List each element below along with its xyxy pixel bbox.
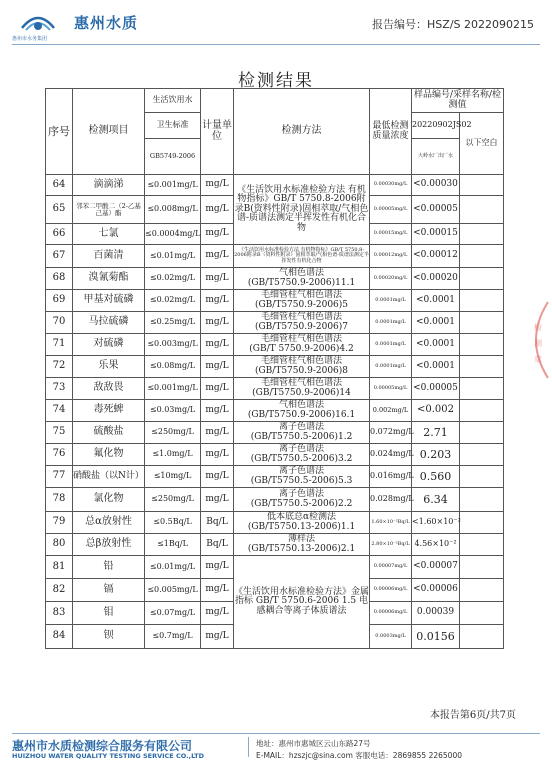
row-unit: mg/L [201, 400, 234, 422]
blank-cell [460, 534, 504, 556]
row-std: ≤0.02mg/L [145, 268, 201, 290]
row-value: 0.0156 [412, 625, 460, 649]
method-cell [234, 512, 370, 534]
col-seq: 序号 [46, 89, 73, 175]
table-row [46, 290, 504, 312]
table-row [46, 488, 504, 512]
row-item: 百菌清 [73, 245, 145, 268]
row-std: ≤0.01mg/L [145, 245, 201, 268]
method-name: 低本底总α检测法 [266, 512, 337, 523]
table-row [46, 356, 504, 378]
row-value: 0.00039 [412, 602, 460, 625]
sample-name: 大岭水厂出厂水 [412, 139, 460, 175]
blank-cell [460, 196, 504, 224]
method-name: 毛细管柱气相色谱法 [260, 312, 342, 323]
table-row [46, 556, 504, 579]
method-name: 毛细管柱气相色谱法 [260, 334, 342, 345]
row-value: <0.00006 [412, 579, 460, 602]
row-lod: 0.016mg/L [370, 466, 412, 488]
method-code: (GB/T5750.9-2006)8 [254, 365, 349, 376]
row-item: 溴氰菊酯 [73, 268, 145, 290]
method-cell [234, 312, 370, 334]
row-lod: 0.00006mg/L [370, 602, 412, 625]
method-name: 气相色谱法 [278, 400, 324, 411]
method-cell [234, 400, 370, 422]
method-cell [234, 378, 370, 400]
col-item: 检测项目 [73, 89, 145, 175]
blank-cell [460, 175, 504, 196]
row-value: <0.0001 [412, 356, 460, 378]
row-std: ≤0.08mg/L [145, 356, 201, 378]
row-lod: 0.00012mg/L [370, 245, 412, 268]
company-address: 地址：惠州市惠城区云山东路27号 [256, 739, 371, 748]
row-value: <0.0001 [412, 290, 460, 312]
page-indicator: 本报告第6页/共7页 [429, 710, 516, 721]
row-no: 64 [46, 175, 73, 196]
row-unit: mg/L [201, 334, 234, 356]
table-row [46, 512, 504, 534]
row-item: 滴滴涕 [73, 175, 145, 196]
row-lod: 0.00005mg/L [370, 378, 412, 400]
row-lod: 0.0001mg/L [370, 356, 412, 378]
row-unit: mg/L [201, 422, 234, 444]
row-lod: 0.028mg/L [370, 488, 412, 512]
row-lod: 0.072mg/L [370, 422, 412, 444]
blank-cell [460, 466, 504, 488]
row-item: 铅 [73, 556, 145, 579]
row-std: ≤1Bq/L [145, 534, 201, 556]
row-unit: Bq/L [201, 534, 234, 556]
row-std: ≤0.5Bq/L [145, 512, 201, 534]
col-std-top: 生活饮用水 [145, 89, 201, 113]
row-no: 80 [46, 534, 73, 556]
row-no: 82 [46, 579, 73, 602]
method-cell: 《生活饮用水标准检验方法》金属指标 GB/T 5750.6-2006 1.5 电感耦合等离子体质谱法 [234, 556, 370, 649]
method-name: 气相色谱法 [278, 268, 324, 279]
row-std: ≤0.01mg/L [145, 556, 201, 579]
row-value: <0.00012 [412, 245, 460, 268]
table-row [46, 378, 504, 400]
method-cell [234, 356, 370, 378]
row-item: 甲基对硫磷 [73, 290, 145, 312]
table-row [46, 268, 504, 290]
blank-cell [460, 625, 504, 649]
method-code: (GB/T5750.5-2006)2.2 [250, 498, 353, 509]
row-lod: 0.00006mg/L [370, 579, 412, 602]
row-value: <0.00005 [412, 378, 460, 400]
blank-cell [460, 356, 504, 378]
row-value: 2.71 [412, 422, 460, 444]
footer-divider [12, 733, 540, 734]
method-name: 离子色谱法 [278, 466, 324, 477]
row-lod: 0.00007mg/L [370, 556, 412, 579]
blank-cell [460, 400, 504, 422]
svg-text:章: 章 [534, 355, 542, 364]
row-no: 83 [46, 602, 73, 625]
table-row [46, 444, 504, 466]
blank-note: 以下空白 [460, 113, 504, 175]
row-item: 总α放射性 [73, 512, 145, 534]
row-no: 69 [46, 290, 73, 312]
row-unit: Bq/L [201, 512, 234, 534]
svg-text:测: 测 [534, 339, 542, 348]
row-unit: mg/L [201, 556, 234, 579]
row-value: <0.0001 [412, 312, 460, 334]
row-value: <0.00030 [412, 175, 460, 196]
footer-vertical-divider [248, 737, 249, 757]
method-code: (GB/T5750.9-2006)7 [254, 321, 349, 332]
method-name: 离子色谱法 [278, 422, 324, 433]
row-no: 65 [46, 196, 73, 224]
row-value: 0.203 [412, 444, 460, 466]
row-item: 敌敌畏 [73, 378, 145, 400]
method-cell [234, 334, 370, 356]
row-no: 71 [46, 334, 73, 356]
blank-cell [460, 378, 504, 400]
header-divider [12, 44, 540, 45]
row-lod: 0.002mg/L [370, 400, 412, 422]
col-method: 检测方法 [234, 89, 370, 175]
row-lod: 0.0001mg/L [370, 290, 412, 312]
blank-cell [460, 290, 504, 312]
method-name: 离子色谱法 [278, 489, 324, 500]
row-value: <0.0001 [412, 334, 460, 356]
row-item: 硝酸盐（以N计） [73, 466, 145, 488]
row-value: <0.00005 [412, 196, 460, 224]
row-no: 73 [46, 378, 73, 400]
table-row [46, 422, 504, 444]
row-lod: 0.00030mg/L [370, 175, 412, 196]
row-item: 七氯 [73, 224, 145, 245]
row-value: <0.00007 [412, 556, 460, 579]
method-cell: 《生活饮用水标准检验方法 有机物指标》GB/T 5750.8-2006附录B（资料性附录）固相萃取/气相色谱-质谱法测定半挥发性有机化合物 [234, 245, 370, 268]
row-no: 79 [46, 512, 73, 534]
table-row [46, 312, 504, 334]
row-no: 74 [46, 400, 73, 422]
results-table [45, 88, 504, 649]
blank-cell [460, 312, 504, 334]
report-number: 报告编号：HSZ/S 2022090215 [372, 18, 534, 31]
seal-stamp-icon [520, 300, 550, 380]
svg-text:检: 检 [534, 323, 542, 332]
row-std: ≤0.001mg/L [145, 175, 201, 196]
row-no: 66 [46, 224, 73, 245]
blank-cell [460, 268, 504, 290]
row-unit: mg/L [201, 290, 234, 312]
row-no: 76 [46, 444, 73, 466]
method-cell [234, 268, 370, 290]
table-row [46, 400, 504, 422]
row-unit: mg/L [201, 579, 234, 602]
method-code: (GB/T5750.9-2006)16.1 [247, 409, 356, 420]
row-no: 70 [46, 312, 73, 334]
method-cell [234, 488, 370, 512]
method-code: (GB/T5750.9-2006)5 [254, 299, 349, 310]
row-unit: mg/L [201, 175, 234, 196]
method-name: 毛细管柱气相色谱法 [260, 356, 342, 367]
blank-cell [460, 334, 504, 356]
blank-cell [460, 488, 504, 512]
table-row [46, 534, 504, 556]
method-name: 离子色谱法 [278, 444, 324, 455]
blank-cell [460, 422, 504, 444]
blank-cell [460, 444, 504, 466]
row-std: ≤10mg/L [145, 466, 201, 488]
row-no: 67 [46, 245, 73, 268]
method-code: (GB/T5750.9-2006)11.1 [247, 277, 356, 288]
row-value: <1.60×10⁻² [412, 512, 460, 534]
row-unit: mg/L [201, 224, 234, 245]
table-row [46, 334, 504, 356]
row-std: ≤0.7mg/L [145, 625, 201, 649]
row-unit: mg/L [201, 245, 234, 268]
row-unit: mg/L [201, 488, 234, 512]
row-item: 乐果 [73, 356, 145, 378]
method-code: (GB/T5750.13-2006)2.1 [247, 543, 356, 554]
row-no: 78 [46, 488, 73, 512]
water-drop-logo-icon [14, 6, 62, 36]
sample-id: 20220902JS02 [412, 113, 460, 139]
row-lod: 0.00015mg/L [370, 224, 412, 245]
row-item: 马拉硫磷 [73, 312, 145, 334]
method-code: (GB/T5750.5-2006)3.2 [250, 453, 353, 464]
company-contact: E-MAIL：hzszjc@sina.com 客服电话：2869855 2265000 [256, 751, 462, 760]
row-value: 4.56×10⁻² [412, 534, 460, 556]
blank-cell [460, 245, 504, 268]
table-row [46, 175, 504, 196]
blank-cell [460, 556, 504, 579]
row-std: ≤0.001mg/L [145, 378, 201, 400]
row-lod: 0.0003mg/L [370, 625, 412, 649]
blank-cell [460, 579, 504, 602]
col-std-code: GB5749-2006 [145, 139, 201, 175]
row-std: ≤0.02mg/L [145, 290, 201, 312]
col-lod: 最低检测质量浓度 [370, 89, 412, 175]
row-item: 氟化物 [73, 444, 145, 466]
col-std-mid: 卫生标准 [145, 113, 201, 139]
row-lod: 0.024mg/L [370, 444, 412, 466]
table-row [46, 245, 504, 268]
row-unit: mg/L [201, 312, 234, 334]
table-row [46, 466, 504, 488]
row-unit: mg/L [201, 196, 234, 224]
row-std: ≤250mg/L [145, 422, 201, 444]
row-std: ≤0.03mg/L [145, 400, 201, 422]
brand-title: 惠州水质 [74, 14, 139, 32]
row-std: ≤0.003mg/L [145, 334, 201, 356]
row-std: ≤0.008mg/L [145, 196, 201, 224]
row-std: ≤250mg/L [145, 488, 201, 512]
row-std: ≤0.07mg/L [145, 602, 201, 625]
row-std: ≤0.005mg/L [145, 579, 201, 602]
row-value: 0.560 [412, 466, 460, 488]
row-unit: mg/L [201, 466, 234, 488]
row-no: 77 [46, 466, 73, 488]
row-value: 6.34 [412, 488, 460, 512]
row-value: <0.002 [412, 400, 460, 422]
method-cell [234, 534, 370, 556]
row-no: 84 [46, 625, 73, 649]
row-value: <0.00015 [412, 224, 460, 245]
row-lod: 0.0001mg/L [370, 334, 412, 356]
row-item: 毒死蜱 [73, 400, 145, 422]
row-std: ≤1.0mg/L [145, 444, 201, 466]
row-no: 68 [46, 268, 73, 290]
blank-cell [460, 224, 504, 245]
method-code: (GB/T 5750.9-2006)4.2 [249, 343, 354, 354]
row-no: 75 [46, 422, 73, 444]
row-unit: mg/L [201, 378, 234, 400]
method-cell [234, 422, 370, 444]
method-name: 毛细管柱气相色谱法 [260, 378, 342, 389]
col-unit: 计量单位 [201, 89, 234, 175]
page-title: 检测结果 [238, 71, 314, 91]
row-std: ≤0.25mg/L [145, 312, 201, 334]
row-item: 邻苯二甲酸二（2-乙基己基）酯 [73, 196, 145, 224]
row-item: 镉 [73, 579, 145, 602]
method-cell: 《生活饮用水标准检验方法 有机物指标》GB/T 5750.8-2006附录B(资料性附录)固相萃取/气相色谱-质谱法测定半挥发性有机化合物 [234, 175, 370, 245]
row-lod: 1.60×10⁻²Bq/L [370, 512, 412, 534]
row-unit: mg/L [201, 356, 234, 378]
row-item: 氯化物 [73, 488, 145, 512]
method-code: (GB/T5750.5-2006)5.3 [250, 475, 353, 486]
row-item: 钼 [73, 602, 145, 625]
method-code: (GB/T5750.13-2006)1.1 [247, 521, 356, 532]
row-no: 72 [46, 356, 73, 378]
company-name-en: HUIZHOU WATER QUALITY TESTING SERVICE CO.,LTD [12, 752, 204, 760]
method-code: (GB/T5750.9-2006)14 [252, 387, 351, 398]
row-unit: mg/L [201, 625, 234, 649]
row-item: 对硫磷 [73, 334, 145, 356]
row-no: 81 [46, 556, 73, 579]
company-name-cn: 惠州市水质检测综合服务有限公司 [12, 739, 193, 753]
method-cell [234, 290, 370, 312]
logo-caption: 惠州市水务集团 [12, 36, 48, 42]
row-value: <0.00020 [412, 268, 460, 290]
blank-cell [460, 512, 504, 534]
blank-cell [460, 602, 504, 625]
method-cell [234, 466, 370, 488]
row-lod: 0.0001mg/L [370, 312, 412, 334]
method-name: 毛细管柱气相色谱法 [260, 290, 342, 301]
row-lod: 2.80×10⁻²Bq/L [370, 534, 412, 556]
row-lod: 0.00005mg/L [370, 196, 412, 224]
method-name: 薄样法 [287, 534, 315, 545]
row-unit: mg/L [201, 444, 234, 466]
row-std: ≤0.0004mg/L [145, 224, 201, 245]
row-item: 钡 [73, 625, 145, 649]
row-item: 总β放射性 [73, 534, 145, 556]
col-sample-header: 样品编号/采样名称/检测值 [412, 89, 504, 113]
row-lod: 0.00020mg/L [370, 268, 412, 290]
row-item: 硫酸盐 [73, 422, 145, 444]
row-unit: mg/L [201, 602, 234, 625]
row-unit: mg/L [201, 268, 234, 290]
method-code: (GB/T5750.5-2006)1.2 [250, 431, 353, 442]
method-cell [234, 444, 370, 466]
